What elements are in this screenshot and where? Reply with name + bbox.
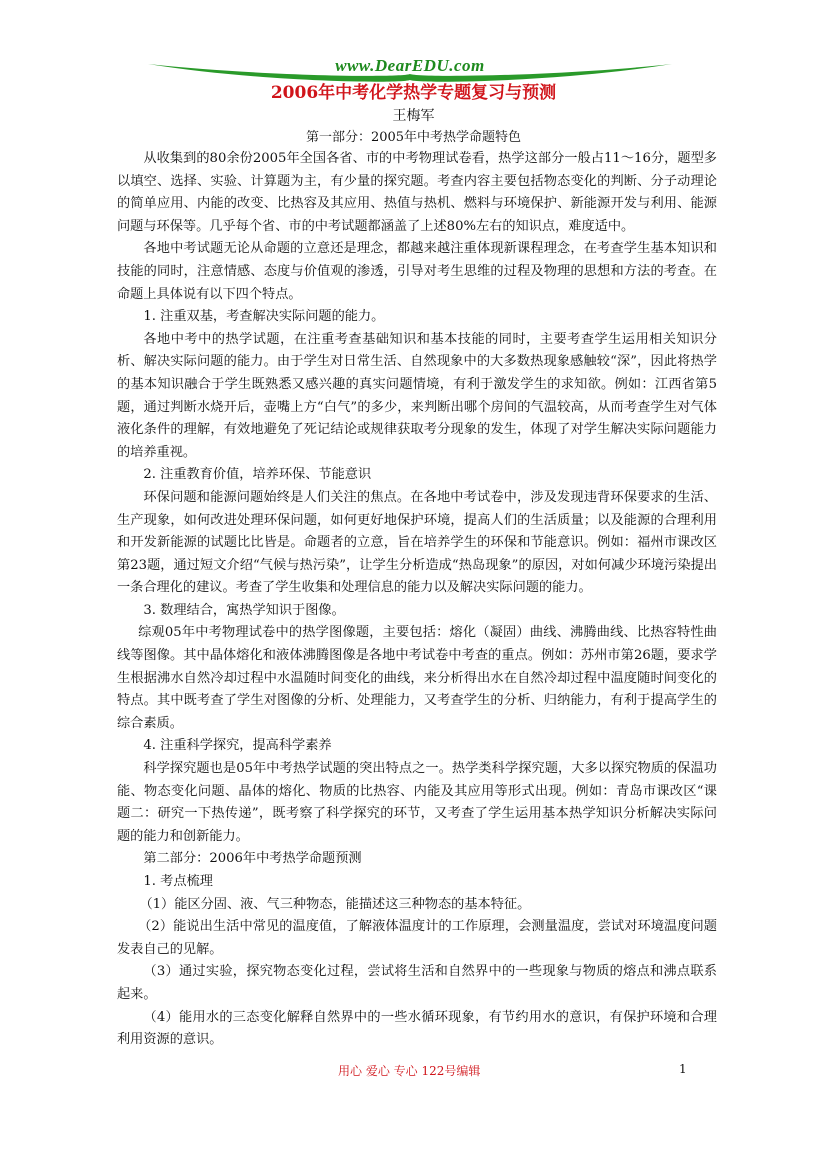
footer-slogan: 用心 爱心 专心 122号编辑 [338, 1064, 481, 1078]
paragraph: 从收集到的80余份2005年全国各省、市的中考物理试卷看，热学这部分一般占11～16分，题型多以填空、选择、实验、计算题为主，有少量的探究题。考查内容主要包括物态变化的判断、分子动理论的简单应用、内能的改变、比热容及其应用、热值与热机、燃料与环境保护、新能源开发与利用、能源问题与环保等。几乎每个省、市的中考试题都涵盖了上述80%左右的知识点，难度适中。 [117, 151, 717, 234]
list-item: （2）能说出生活中常见的温度值，了解液体温度计的工作原理，会测量温度，尝试对环境温度问题发表自己的见解。 [117, 919, 717, 957]
list-heading: 3. 数理结合，寓热学知识于图像。 [143, 602, 345, 618]
paragraph: 科学探究题也是05年中考热学试题的突出特点之一。热学类科学探究题，大多以探究物质的保温功能、物态变化问题、晶体的熔化、物质的比热容、内能及其应用等形式出现。例如：青岛市课改区“课题二：研究一下热传递”，既考察了科学探究的环节，又考查了学生运用基本热学知识分析解决实际问题的能力和创新能力。 [117, 761, 717, 844]
paragraph: 各地中考试题无论从命题的立意还是理念，都越来越注重体现新课程理念，在考查学生基本知识和技能的同时，注意情感、态度与价值观的渗透，引导对考生思维的过程及物理的思想和方法的考查。在命题上具体说有以下四个特点。 [117, 241, 717, 302]
list-heading: 4. 注重科学探究，提高科学素养 [143, 738, 332, 754]
list-item: （4）能用水的三态变化解释自然界中的一些水循环现象，有节约用水的意识，有保护环境和合理利用资源的意识。 [117, 1009, 717, 1048]
author-name: 王梅军 [392, 108, 435, 124]
list-heading: 1. 考点梳理 [143, 874, 213, 889]
list-heading: 2. 注重教育价值，培养环保、节能意识 [143, 467, 372, 483]
paragraph: 环保问题和能源问题始终是人们关注的焦点。在各地中考试卷中，涉及发现违背环保要求的生活、生产现象，如何改进处理环保问题，如何更好地保护环境，提高人们的生活质量；以及能源的合理利用和开发新能源的试题比比皆是。命题者的立意，旨在培养学生的环保和节能意识。例如：福州市课改区第23题，通过短文介绍“气候与热污染”，让学生分析造成“热岛现象”的原因，对如何减少环境污染提出一条合理化的建议。考查了学生收集和处理信息的能力以及解决实际问题的能力。 [117, 489, 717, 596]
list-item: （1）能区分固、液、气三种物态，能描述这三种物态的基本特征。 [139, 896, 531, 912]
list-heading: 1. 注重双基，考查解决实际问题的能力。 [143, 309, 385, 325]
section-heading: 第一部分：2005年中考热学命题特色 [305, 130, 522, 145]
section-heading: 第二部分：2006年中考热学命题预测 [143, 851, 362, 867]
paragraph: 各地中考中的热学试题，在注重考查基础知识和基本技能的同时，主要考查学生运用相关知识分析、解决实际问题的能力。由于学生对日常生活、自然现象中的大多数热现象感触较“深”，因此将热学的基本知识融合于学生既熟悉又感兴趣的真实问题情境，有利于激发学生的求知欲。例如：江西省第5题，通过判断水烧开后，壶嘴上方“白气”的多少，来判断出哪个房间的气温较高，从而考查学生对气体液化条件的理解，有效地避免了死记结论或规律获取考分现象的发生，体现了对学生解决实际问题能力的培养重视。 [117, 331, 717, 460]
list-item: （3）通过实验，探究物态变化过程，尝试将生活和自然界中的一些现象与物质的熔点和沸点联系起来。 [117, 964, 717, 1002]
document-title: 2006年中考化学热学专题复习与预测 [270, 83, 557, 103]
paragraph: 综观05年中考物理试卷中的热学图像题，主要包括：熔化（凝固）曲线、沸腾曲线、比热容特性曲线等图像。其中晶体熔化和液体沸腾图像是各地中考试卷中考查的重点。例如：苏州市第26题，要求学生根据沸水自然冷却过程中水温随时间变化的曲线，来分析得出水在自然冷却过程中温度随时间变化的特点。其中既考查了学生对图像的分析、处理能力，又考查学生的分析、归纳能力，有利于提高学生的综合素质。 [117, 625, 717, 731]
page-number: 1 [679, 1062, 687, 1076]
document-body [117, 148, 717, 1052]
site-url[interactable]: www.DearEDU.com [335, 56, 485, 75]
